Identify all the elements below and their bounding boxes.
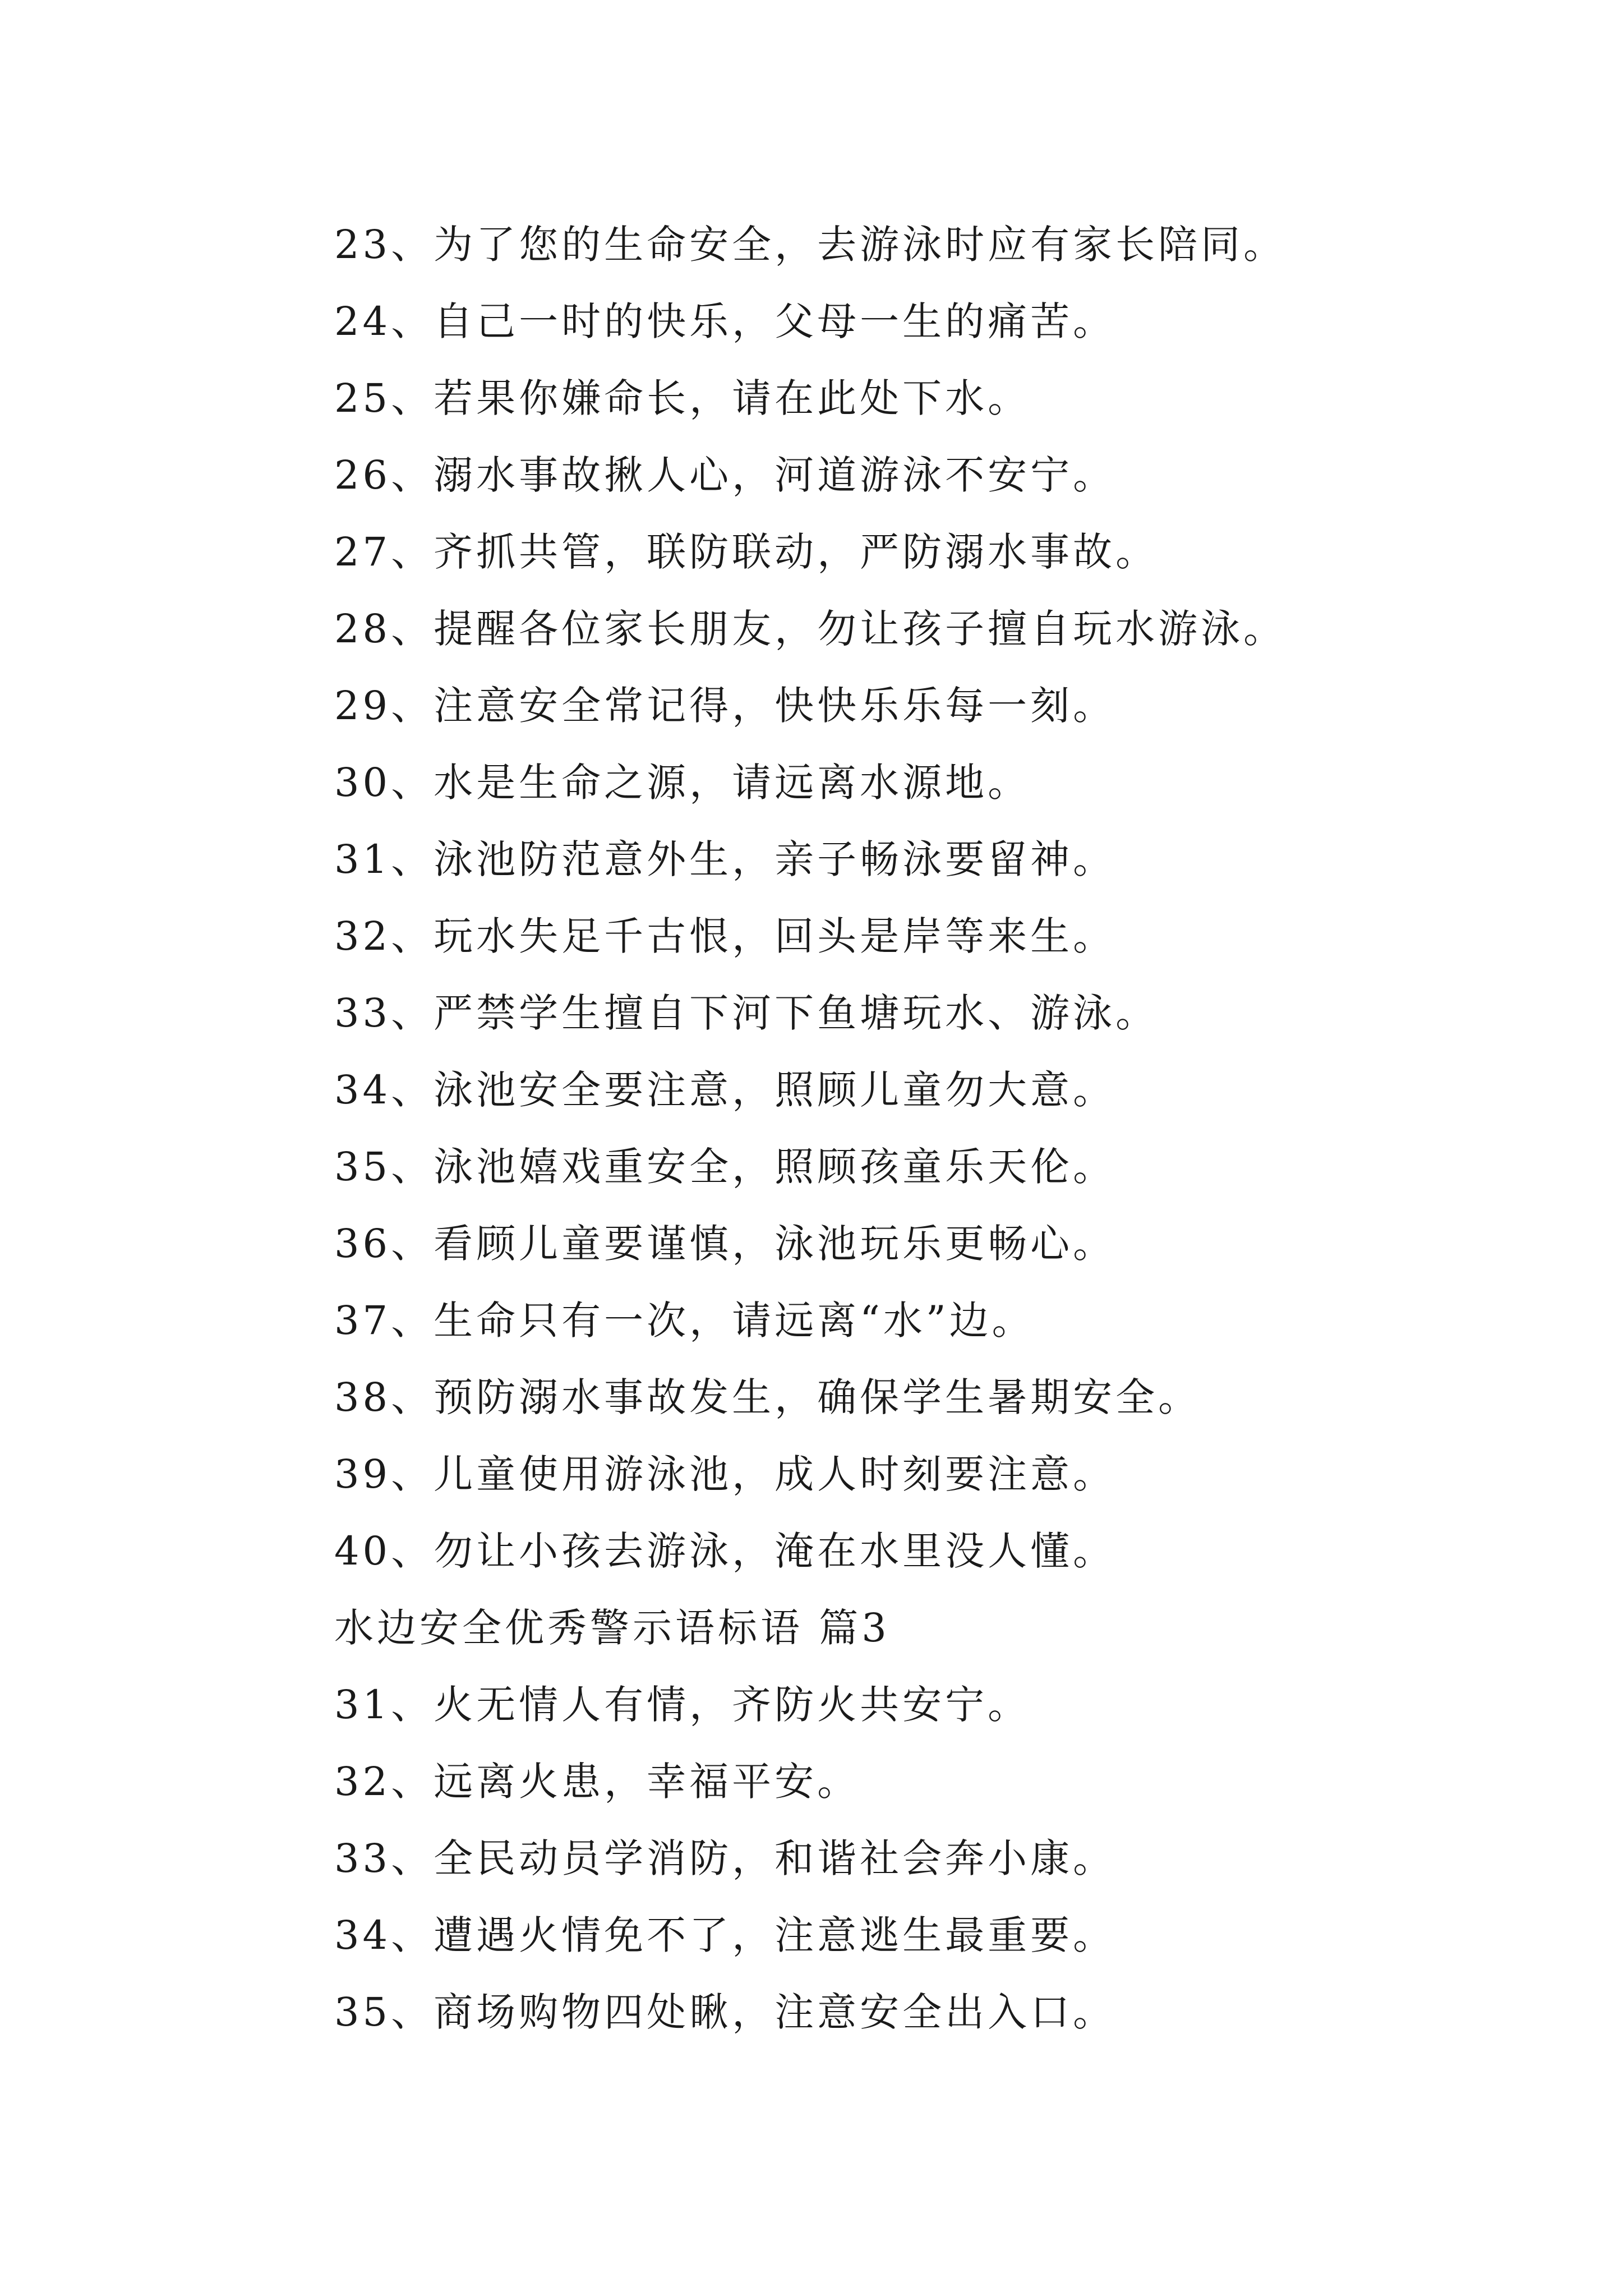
text-line: 37、生命只有一次，请远离“水”边。 [334,1297,1035,1343]
text-line: 39、儿童使用游泳池，成人时刻要注意。 [334,1451,1116,1497]
text-line: 24、自己一时的快乐，父母一生的痛苦。 [334,298,1116,344]
text-line: 23、为了您的生命安全，去游泳时应有家长陪同。 [334,222,1287,268]
text-line: 26、溺水事故揪人心，河道游泳不安宁。 [334,452,1116,498]
section-heading: 水边安全优秀警示语标语 篇3 [334,1605,890,1651]
text-line: 30、水是生命之源，请远离水源地。 [334,760,1031,806]
text-line: 32、玩水失足千古恨，回头是岸等来生。 [334,913,1116,959]
text-line: 31、泳池防范意外生，亲子畅泳要留神。 [334,836,1116,882]
text-line: 32、远离火患，幸福平安。 [334,1759,860,1805]
text-line: 29、注意安全常记得，快快乐乐每一刻。 [334,683,1116,729]
text-line: 35、商场购物四处瞅，注意安全出入口。 [334,1989,1116,2035]
text-line: 33、严禁学生擅自下河下鱼塘玩水、游泳。 [334,990,1159,1036]
text-line: 28、提醒各位家长朋友，勿让孩子擅自玩水游泳。 [334,606,1287,652]
text-line: 33、全民动员学消防，和谐社会奔小康。 [334,1835,1116,1881]
text-line: 40、勿让小孩去游泳，淹在水里没人懂。 [334,1528,1116,1574]
text-line: 27、齐抓共管，联防联动，严防溺水事故。 [334,529,1159,575]
document-body [334,213,1596,2058]
text-line: 31、火无情人有情，齐防火共安宁。 [334,1682,1031,1728]
text-line: 25、若果你嫌命长，请在此处下水。 [334,375,1031,421]
text-line: 36、看顾儿童要谨慎，泳池玩乐更畅心。 [334,1221,1116,1267]
text-line: 38、预防溺水事故发生，确保学生暑期安全。 [334,1374,1201,1420]
text-line: 34、泳池安全要注意，照顾儿童勿大意。 [334,1067,1116,1113]
text-line: 35、泳池嬉戏重安全，照顾孩童乐天伦。 [334,1144,1116,1190]
text-line: 34、遭遇火情免不了，注意逃生最重要。 [334,1912,1116,1958]
